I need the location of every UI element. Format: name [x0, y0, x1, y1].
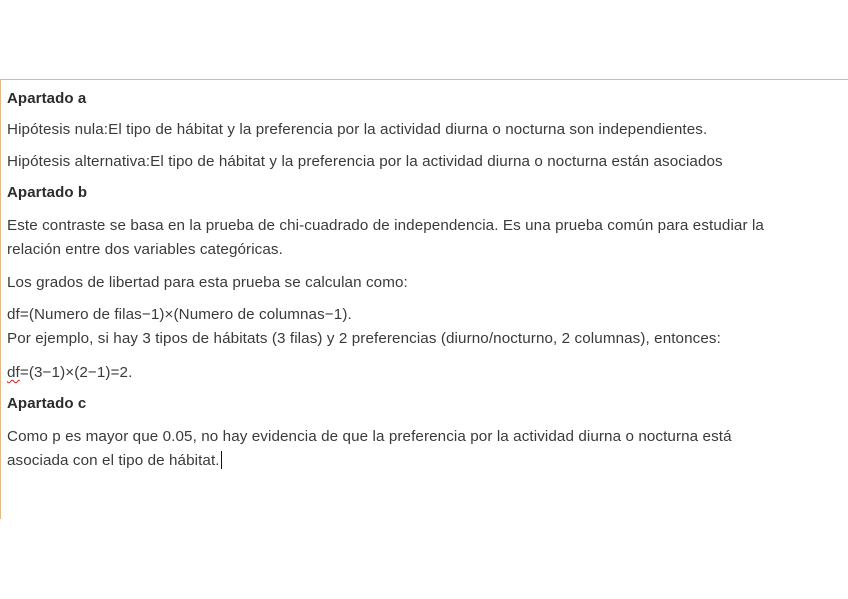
degrees-of-freedom-formula: df=(Numero de filas−1)×(Numero de columnas−1).	[7, 306, 352, 323]
df-calculation-expression: =(3−1)×(2−1)=2.	[19, 364, 133, 381]
conclusion-line-1: Como p es mayor que 0.05, no hay evidencia de que la preferencia por la actividad diurna o nocturna está	[7, 428, 732, 445]
section-a-heading: Apartado a	[7, 90, 87, 107]
section-c-heading: Apartado c	[7, 395, 87, 412]
document-panel	[0, 79, 848, 519]
text-cursor	[221, 451, 223, 469]
spellcheck-flagged-word: df	[7, 364, 20, 381]
example-text: Por ejemplo, si hay 3 tipos de hábitats (3 filas) y 2 preferencias (diurno/nocturno, 2 columnas), entonces:	[7, 330, 721, 347]
degrees-of-freedom-intro: Los grados de libertad para esta prueba se calculan como:	[7, 274, 408, 291]
df-calculation	[7, 363, 132, 383]
conclusion-line-2-text: asociada con el tipo de hábitat.	[7, 452, 220, 469]
test-description-line-2: relación entre dos variables categóricas.	[7, 241, 283, 258]
test-description-line-1: Este contraste se basa en la prueba de chi-cuadrado de independencia. Es una prueba común para estudiar la	[7, 217, 764, 234]
alternative-hypothesis-text: Hipótesis alternativa:El tipo de hábitat y la preferencia por la actividad diurna o nocturna están asociados	[7, 153, 723, 170]
conclusion-line-2[interactable]	[7, 451, 222, 471]
section-b-heading: Apartado b	[7, 184, 88, 201]
null-hypothesis-text: Hipótesis nula:El tipo de hábitat y la preferencia por la actividad diurna o nocturna son independientes.	[7, 121, 708, 138]
